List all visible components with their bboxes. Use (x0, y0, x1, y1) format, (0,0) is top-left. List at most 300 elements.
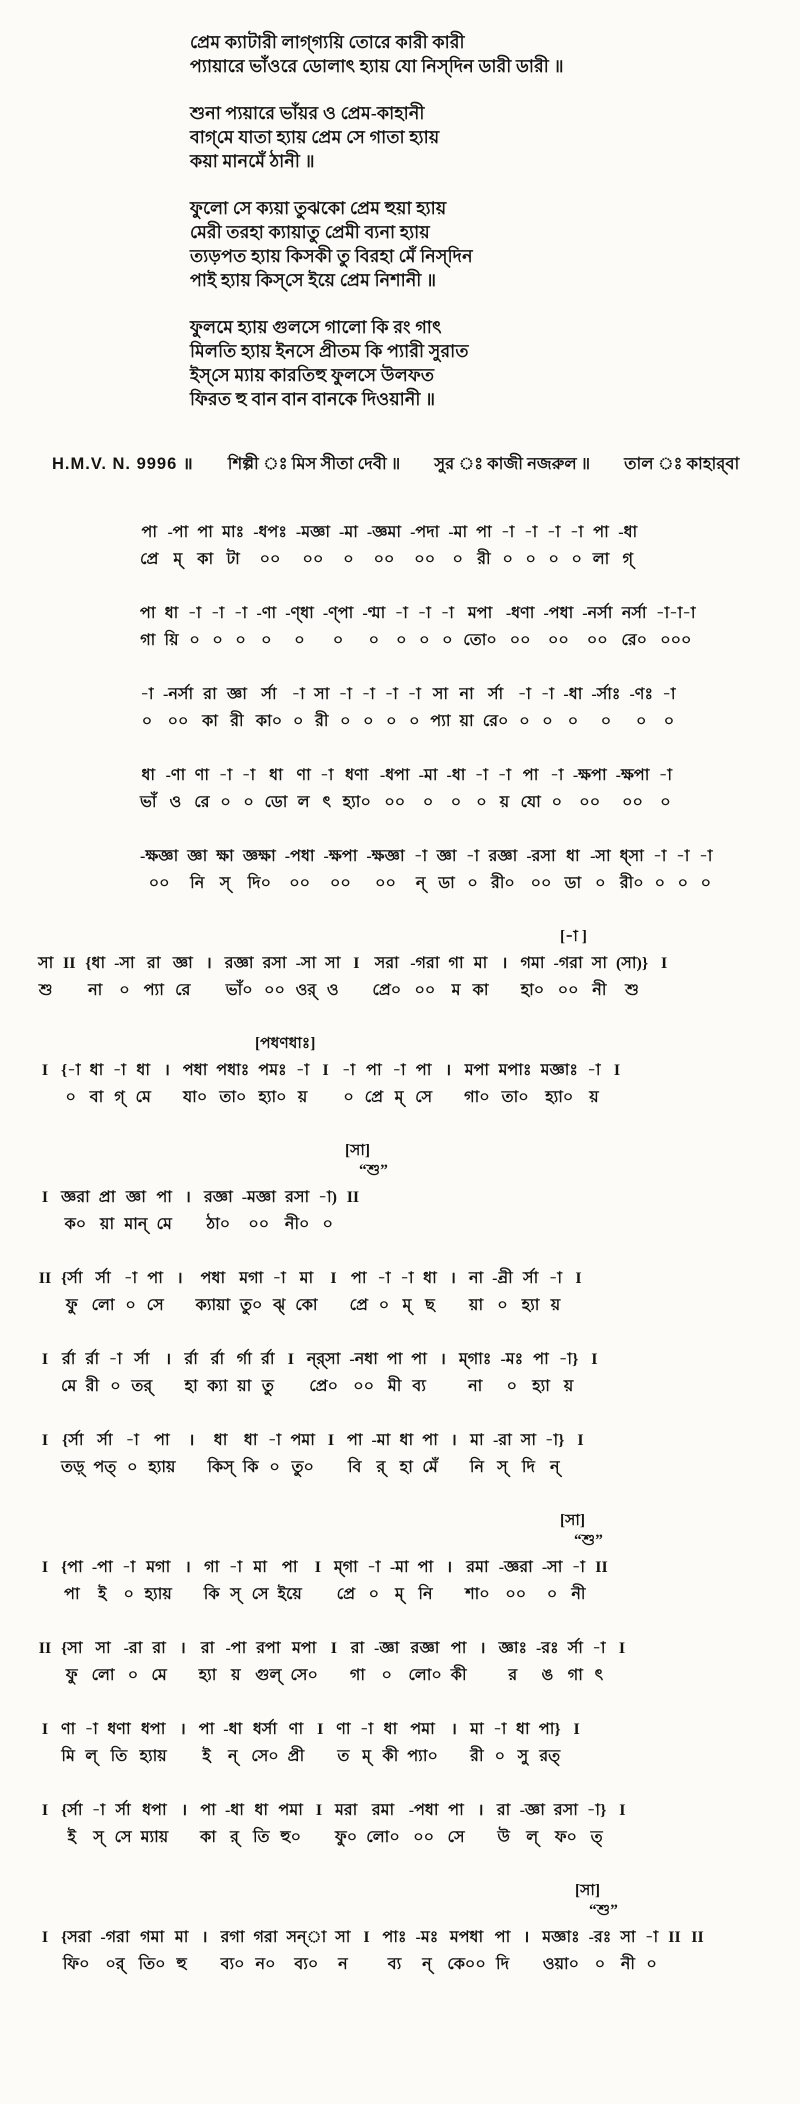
sung-syllable: ০ (220, 794, 231, 811)
sung-syllable: পত্ (93, 1459, 117, 1476)
note-syllable-pair (422, 1430, 438, 1479)
note-syllable-pair (459, 1349, 492, 1398)
sargam-note: -া (417, 605, 431, 622)
note-syllable-pair (495, 1927, 511, 1976)
note-syllable-pair (416, 1927, 439, 1976)
sung-syllable: উ (497, 1829, 510, 1846)
sung-syllable: ঝ্ (273, 1297, 286, 1314)
sung-syllable: ০০ (375, 875, 396, 892)
sargam-note: -ণ্পা (322, 605, 354, 622)
sung-syllable: তি (252, 1829, 270, 1846)
note-syllable-pair (470, 1719, 484, 1768)
sargam-note: I (322, 1062, 329, 1079)
note-syllable-pair (497, 765, 511, 814)
note-syllable-pair (460, 684, 474, 733)
bar-marker (311, 1557, 325, 1606)
notation-row (30, 1034, 770, 1109)
notation-row (30, 1430, 770, 1479)
sung-syllable: ০ (450, 794, 462, 811)
sargam-note: -রঃ (588, 1929, 612, 1946)
sargam-note: -া (474, 767, 489, 784)
sargam-note: র্সা (97, 1432, 113, 1449)
sargam-note: -মঃ (415, 1929, 439, 1946)
bar-marker (38, 1800, 52, 1849)
sung-syllable: কা০ (255, 713, 283, 730)
sung-syllable: শু (38, 982, 53, 999)
sung-syllable: কি (242, 1459, 259, 1476)
sung-syllable: য়া (469, 1297, 484, 1314)
sung-syllable: ০০ (622, 794, 643, 811)
sargam-note: -ধা (563, 686, 583, 703)
record-catalog-number: H.M.V. N. 9996 ॥ (52, 455, 194, 473)
sargam-note: পা (281, 1559, 298, 1576)
sung-syllable: স্ (219, 875, 231, 892)
sargam-note: র্সা (134, 1351, 150, 1368)
note-syllable-pair (125, 1430, 139, 1479)
note-syllable-pair (366, 846, 404, 895)
note-syllable-pair (199, 1638, 217, 1687)
sung-syllable: ছ (425, 1297, 435, 1314)
sargam-note: II (668, 1929, 681, 1946)
note-syllable-pair (124, 1638, 143, 1687)
sargam-score-line (30, 846, 770, 895)
sargam-note: ধপা (142, 1802, 167, 1819)
sargam-note: -া (524, 524, 538, 541)
sargam-note: পা (140, 605, 156, 622)
sargam-note: -া (493, 1721, 507, 1738)
note-syllable-pair (263, 953, 287, 1002)
note-syllable-pair (387, 1349, 403, 1398)
sargam-score-line (30, 1800, 770, 1849)
note-syllable-pair (662, 684, 676, 733)
sung-syllable: স্ (93, 1829, 104, 1846)
note-syllable-pair (349, 1349, 378, 1398)
sargam-note: -া (540, 686, 554, 703)
sargam-note: I (287, 1351, 294, 1368)
sargam-note: I (619, 1802, 626, 1819)
sargam-note: ণা (288, 1721, 304, 1738)
sargam-score-line (30, 1268, 770, 1317)
sung-syllable: ০ (332, 632, 344, 649)
sung-syllable: সে০ (251, 1748, 279, 1765)
sargam-note: I (327, 1432, 335, 1449)
sargam-note: -সা (590, 848, 611, 865)
credits-line (30, 451, 770, 478)
sargam-note: -জ্ঞা (374, 1640, 400, 1657)
sargam-note: র্সা (261, 686, 277, 703)
bar-marker (319, 1060, 333, 1109)
sung-syllable: রে০ (621, 632, 648, 649)
sung-syllable: র (508, 1667, 518, 1684)
note-syllable-pair (571, 1557, 585, 1606)
note-syllable-pair (360, 1719, 374, 1768)
bar-marker (571, 1268, 585, 1317)
note-syllable-pair (89, 1060, 103, 1109)
lyrics-stanza (190, 315, 770, 411)
note-syllable-pair (343, 765, 371, 814)
bar-marker (173, 1268, 187, 1317)
sung-syllable: রত্ (539, 1748, 561, 1765)
notation-row (30, 603, 770, 652)
note-syllable-pair (216, 1060, 249, 1109)
sargam-note: I (41, 1559, 49, 1576)
sung-syllable: ০০ (586, 632, 608, 649)
lyric-line: ত্যড়পত হ্যায় কিসকী তু বিরহা মেঁ নিস্‌দিন (190, 246, 473, 266)
sargam-note: পধা (182, 1062, 208, 1079)
bar-marker (313, 1719, 327, 1768)
note-syllable-pair (92, 1268, 115, 1317)
sargam-note: I (41, 1721, 49, 1738)
sargam-note: । (449, 1270, 456, 1287)
sargam-note: সন্‌া (286, 1929, 327, 1946)
note-syllable-pair (553, 953, 582, 1002)
note-syllable-pair (140, 846, 178, 895)
sung-syllable: ঙ (541, 1667, 554, 1684)
bar-marker (349, 953, 363, 1002)
sung-syllable: ল্ (85, 1748, 98, 1765)
sargam-note: । (201, 1929, 208, 1946)
bar-marker (668, 1927, 682, 1976)
sung-syllable: মান্ (124, 1216, 148, 1233)
sung-syllable: কে০০ (447, 1956, 486, 1973)
bar-marker (312, 1800, 326, 1849)
sargam-note: -পধা (408, 1802, 439, 1819)
sargam-score-line (30, 1430, 770, 1479)
sargam-note: প্রা (98, 1189, 116, 1206)
notation-row (30, 1349, 770, 1398)
sargam-note: -া (241, 767, 256, 784)
note-syllable-pair (470, 1430, 484, 1479)
sargam-score-line (30, 522, 770, 571)
note-syllable-pair (140, 684, 154, 733)
bar-marker (615, 1638, 629, 1687)
note-syllable-pair (92, 1557, 113, 1606)
sung-syllable: হ্যায় (139, 1748, 167, 1765)
sung-syllable: হ্যা (198, 1667, 217, 1684)
sargam-note: -পা (225, 1640, 247, 1657)
note-syllable-pair (501, 522, 515, 571)
note-syllable-pair (184, 1349, 198, 1398)
note-syllable-pair (239, 1268, 263, 1317)
note-syllable-pair (227, 684, 247, 733)
sung-syllable: ব্য০ (294, 1956, 319, 1973)
note-syllable-pair (430, 684, 450, 733)
cue-quote-text: “শু” (589, 1902, 618, 1919)
note-syllable-pair (114, 953, 135, 1002)
notation-block (30, 522, 770, 1976)
sung-syllable: শা০ (465, 1586, 490, 1603)
sung-syllable: মে (61, 1378, 77, 1395)
sargam-note: । (181, 1802, 188, 1819)
bar-marker (441, 1060, 455, 1109)
note-syllable-pair (520, 1800, 545, 1849)
sargam-note: পধা (200, 1270, 226, 1287)
sung-syllable: মে (156, 1216, 172, 1233)
sung-syllable: ০০ (530, 875, 552, 892)
note-syllable-pair (520, 765, 540, 814)
sargam-note: -া (662, 686, 676, 703)
note-syllable-pair (554, 1800, 578, 1849)
sargam-note: সা (335, 1929, 351, 1946)
sung-syllable: প্রে০ (309, 1378, 339, 1395)
sung-syllable: ডো (264, 794, 288, 811)
sargam-note: ণা (336, 1721, 351, 1738)
sargam-note: -া (571, 1559, 586, 1576)
note-syllable-pair (290, 1638, 317, 1687)
sargam-note: ধা (243, 1432, 258, 1449)
sung-syllable: কা (200, 1829, 217, 1846)
note-syllable-pair (492, 1268, 513, 1317)
sargam-note: -নর্সা (163, 686, 194, 703)
sargam-note: -পধা (284, 848, 315, 865)
sargam-note: ধা (516, 1721, 530, 1738)
note-syllable-pair (234, 603, 248, 652)
sung-syllable: ০০ (248, 1216, 270, 1233)
notation-row (30, 1638, 770, 1687)
sargam-note: ন্র্সা (306, 1351, 341, 1368)
note-syllable-pair (279, 1800, 303, 1849)
note-syllable-pair (296, 522, 330, 571)
sung-syllable: য়ি (164, 632, 179, 649)
note-syllable-pair (526, 846, 555, 895)
note-syllable-pair (465, 1557, 490, 1606)
sargam-note: -া (338, 686, 352, 703)
note-syllable-pair (85, 1349, 99, 1398)
notation-row (30, 1719, 770, 1768)
note-syllable-pair (374, 1638, 399, 1687)
bar-marker (177, 1800, 191, 1849)
sargam-note: -া (272, 1270, 286, 1287)
sargam-note: I (41, 1929, 49, 1946)
note-syllable-pair (658, 765, 672, 814)
sargam-note: জ্ঞাঃ (498, 1640, 528, 1657)
sargam-note: সরা (374, 955, 399, 972)
note-syllable-pair (394, 603, 408, 652)
sung-syllable: প্যা (143, 982, 164, 999)
note-syllable-pair (323, 603, 354, 652)
sargam-note: পমা (290, 1432, 315, 1449)
sargam-note: -া (653, 848, 667, 865)
sung-syllable: ০ (636, 713, 647, 730)
sung-syllable: কা (197, 551, 214, 568)
note-syllable-pair (242, 1187, 276, 1236)
sargam-note: -ধপা (379, 767, 410, 784)
sargam-note: -া (291, 686, 305, 703)
sung-syllable: বা (89, 1089, 104, 1106)
note-syllable-pair (204, 1557, 220, 1606)
note-syllable-pair (400, 1268, 414, 1317)
note-syllable-pair (188, 603, 202, 652)
sung-syllable: ০০ (509, 632, 531, 649)
sung-syllable: ০০ (505, 1586, 527, 1603)
note-syllable-pair (500, 1349, 523, 1398)
sung-syllable: ন্ (227, 1748, 238, 1765)
bar-marker (595, 1557, 609, 1606)
bar-marker (176, 1719, 190, 1768)
sargam-note: I (575, 1270, 582, 1287)
sung-syllable: ০ (127, 1667, 139, 1684)
note-syllable-pair (257, 603, 277, 652)
cue-quote-text: “শু” (359, 1162, 388, 1179)
sargam-note: -া (210, 605, 225, 622)
note-syllable-pair (252, 1557, 269, 1606)
sargam-note: -ক্ষপা (572, 767, 607, 784)
sung-syllable: ০ (363, 713, 374, 730)
note-syllable-pair (334, 1557, 358, 1606)
sargam-note: ধণা (345, 767, 369, 784)
sargam-note: রা (350, 1640, 365, 1657)
bar-marker (497, 953, 511, 1002)
sargam-note: -রা (492, 1432, 512, 1449)
sargam-note: র্রা (61, 1351, 76, 1368)
sung-syllable: রী (477, 551, 491, 568)
sargam-note: -া (233, 605, 248, 622)
bar-marker (198, 1927, 212, 1976)
sargam-note: মগা (239, 1270, 264, 1287)
cue-quote-text: “শু” (574, 1532, 603, 1549)
sargam-note: -পধা (543, 605, 574, 622)
bar-marker (160, 1060, 174, 1109)
sargam-note: রসা (262, 955, 287, 972)
sargam-note: -ন্রী (492, 1270, 513, 1287)
sargam-note: -মা (371, 1432, 391, 1449)
sargam-note: -া) (318, 1189, 337, 1206)
bar-marker (442, 1557, 456, 1606)
sargam-note: {সরা (61, 1929, 92, 1946)
sung-syllable: নী (592, 982, 607, 999)
sargam-note: পা (494, 1929, 511, 1946)
sung-syllable: ০ (340, 713, 351, 730)
sung-syllable: ব্য০ (220, 1956, 245, 1973)
sargam-note: -ধণা (505, 605, 535, 622)
sung-syllable: ০ (519, 713, 530, 730)
note-syllable-pair (447, 1927, 486, 1976)
sung-syllable: মে (135, 1089, 151, 1106)
sargam-note: রগা (220, 1929, 245, 1946)
sung-syllable: ০০ (259, 551, 281, 568)
sung-syllable: ০ (542, 713, 553, 730)
sung-syllable: প্যা০ (407, 1748, 438, 1765)
note-syllable-pair (392, 1060, 406, 1109)
bar-marker (184, 1430, 198, 1479)
note-syllable-pair (108, 1349, 122, 1398)
sung-syllable: ০ (368, 632, 379, 649)
sung-syllable: লো০ (408, 1667, 442, 1684)
note-syllable-pair (196, 1268, 231, 1317)
note-syllable-pair (61, 1187, 90, 1236)
note-syllable-pair (621, 603, 647, 652)
sung-syllable: হু০ (280, 1829, 302, 1846)
sung-syllable: ০ (677, 875, 689, 892)
sung-syllable: তো০ (463, 632, 497, 649)
sargam-note: -া (517, 686, 531, 703)
sargam-note: -া (592, 1640, 606, 1657)
note-syllable-pair (165, 603, 179, 652)
bar-marker (359, 1927, 373, 1976)
sargam-note: -সা (295, 955, 317, 972)
sung-syllable: ন (338, 1956, 348, 1973)
notation-cue-annotation (30, 927, 770, 947)
sargam-note: I (41, 1351, 49, 1368)
note-syllable-pair (582, 603, 612, 652)
note-syllable-pair (265, 765, 288, 814)
sung-syllable: হা০ (520, 982, 545, 999)
sargam-note: ধা (423, 1270, 437, 1287)
sung-syllable: ০০ (289, 875, 311, 892)
note-syllable-pair (473, 953, 489, 1002)
sargam-note: -রসা (526, 848, 556, 865)
sargam-note: I (573, 1721, 580, 1738)
sung-syllable: ০ (476, 794, 487, 811)
note-syllable-pair (295, 1268, 317, 1317)
notation-row (30, 1800, 770, 1849)
note-syllable-pair (410, 522, 439, 571)
bar-marker (38, 1060, 52, 1109)
sargam-note: র্সা (567, 1640, 583, 1657)
sargam-note: নর্সা (621, 605, 647, 622)
sung-syllable: ০ (502, 551, 513, 568)
sargam-score-line (30, 603, 770, 652)
note-syllable-pair (629, 684, 653, 733)
note-syllable-pair (258, 1060, 286, 1109)
sung-syllable: প্রে (140, 551, 159, 568)
sung-syllable: ০ (396, 632, 407, 649)
sung-syllable: ০০ (414, 551, 436, 568)
sargam-note: -া} (586, 1802, 607, 1819)
note-syllable-pair (542, 1557, 563, 1606)
note-syllable-pair (140, 522, 158, 571)
note-syllable-pair (237, 1349, 252, 1398)
sargam-note: -া (407, 686, 421, 703)
sung-syllable: ০ (494, 1748, 506, 1765)
sargam-note: -া (84, 1721, 98, 1738)
sung-syllable: বি (347, 1459, 362, 1476)
sargam-note: -ধা (446, 767, 466, 784)
sargam-note: সা (432, 686, 449, 703)
notation-row (30, 765, 770, 814)
note-syllable-pair (84, 1719, 98, 1768)
sargam-note: রমা (371, 1802, 395, 1819)
note-syllable-pair (229, 1557, 243, 1606)
lyric-line: ইস্‌সে ম্যায় কারতিহু ফুলসে উলফত (190, 365, 435, 385)
sung-syllable: নী (620, 1956, 635, 1973)
sung-syllable: ০ (567, 713, 579, 730)
sargam-note: -া (140, 686, 154, 703)
sung-syllable: ম্ (394, 1089, 404, 1106)
sargam-note: -া (267, 1432, 282, 1449)
bar-marker (447, 1719, 461, 1768)
note-syllable-pair (207, 1349, 227, 1398)
sung-syllable: ০ (368, 1586, 380, 1603)
sargam-note: পা (198, 1721, 215, 1738)
sargam-note: -রা (123, 1640, 143, 1657)
sargam-note: রসা (553, 1802, 578, 1819)
sung-syllable: হ্যা০ (545, 1089, 574, 1106)
sargam-note: I (330, 1270, 337, 1287)
sargam-note: I (363, 1929, 370, 1946)
sargam-note: -পা (167, 524, 189, 541)
sargam-note: -ক্ষপা (615, 767, 650, 784)
sargam-note: পা (346, 1432, 363, 1449)
sargam-note: । (450, 1432, 457, 1449)
sargam-score-line (30, 1349, 770, 1398)
sargam-note: র্সা (115, 1802, 131, 1819)
note-syllable-pair (542, 1927, 579, 1976)
sargam-note: -া (394, 605, 408, 622)
note-syllable-pair (616, 953, 648, 1002)
sargam-note: -মঃ (500, 1351, 524, 1368)
lyric-line: প্রেম ক্যাটারী লাগ্‌গ্যয়ি তোরে কারী কারী (190, 32, 465, 52)
